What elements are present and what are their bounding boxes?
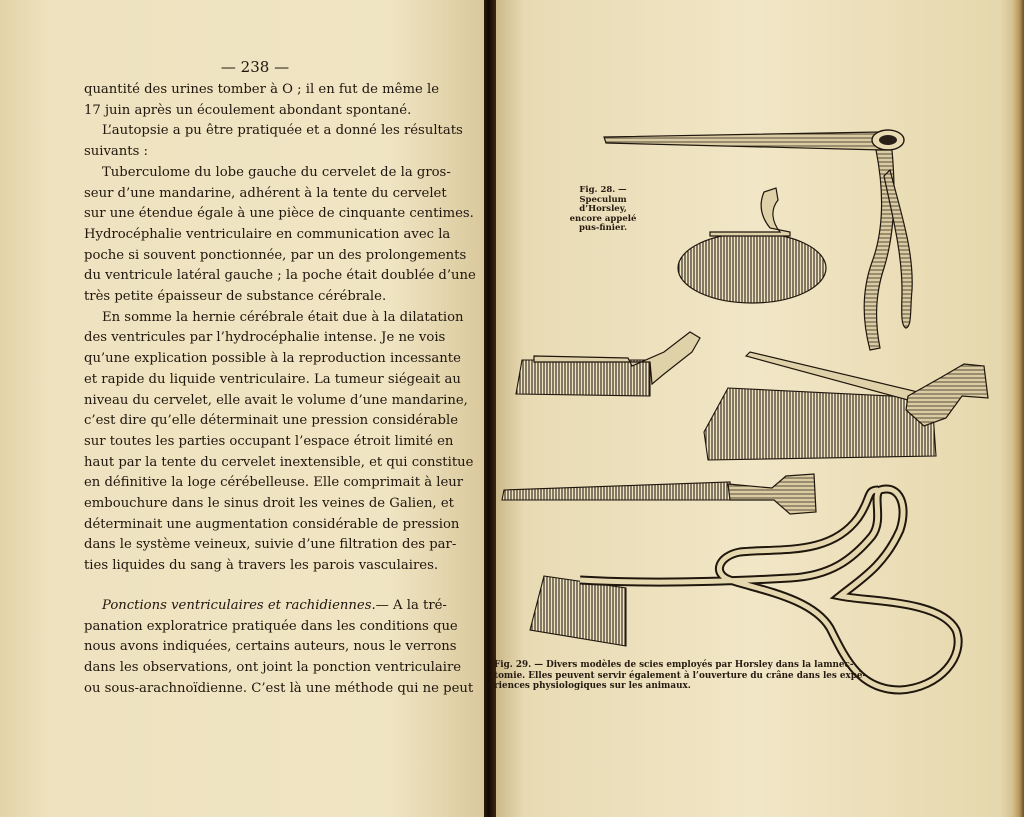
text-line: niveau du cervelet, elle avait le volume d’une mandarine, bbox=[84, 392, 468, 408]
caption-line: pus-finier. bbox=[578, 223, 628, 233]
illustrations bbox=[494, 0, 1012, 817]
page-edge bbox=[1012, 0, 1024, 817]
text-line: des ventricules par l’hydrocéphalie intense. Je ne vois bbox=[84, 330, 446, 346]
caption-line: riences physiologiques sur les animaux. bbox=[494, 681, 691, 691]
text-line: suivants : bbox=[84, 144, 148, 160]
text-line: embouchure dans le sinus droit les veines de Galien, et bbox=[84, 496, 454, 512]
figure-29-caption bbox=[494, 660, 924, 692]
text-line: haut par la tente du cervelet inextensible, et qui constitue bbox=[84, 454, 474, 470]
text-line: ou sous-arachnoïdienne. C’est là une méthode qui ne peut bbox=[84, 680, 474, 696]
text-line: en définitive la loge cérébelleuse. Elle comprimait à leur bbox=[84, 475, 464, 491]
caption-line: tomie. Elles peuvent servir également à l’ouverture du crâne dans les expé- bbox=[494, 670, 867, 681]
caption-line: d’Horsley, bbox=[579, 204, 627, 214]
text-line: nous avons indiquées, certains auteurs, nous le verrons bbox=[84, 639, 457, 655]
text-line: panation exploratrice pratiquée dans les conditions que bbox=[84, 618, 458, 634]
text-line: 17 juin après un écoulement abondant spontané. bbox=[84, 102, 412, 118]
section-first-line bbox=[84, 596, 447, 617]
caption-line: Fig. 28. — Speculum bbox=[579, 185, 627, 205]
text-line: L’autopsie a pu être pratiquée et a donné les résultats bbox=[102, 123, 463, 139]
text-line: seur d’une mandarine, adhérent à la tente du cervelet bbox=[84, 185, 447, 201]
text-line: du ventricule latéral gauche ; la poche était doublée d’une bbox=[84, 268, 476, 284]
caption-line: encore appelé bbox=[569, 213, 637, 224]
text-line: et rapide du liquide ventriculaire. La tumeur siégeait au bbox=[84, 371, 461, 387]
text-line: déterminait une augmentation considérable de pression bbox=[84, 516, 460, 532]
text-line: qu’une explication possible à la reproduction incessante bbox=[84, 351, 461, 367]
section-heading-rest: — A la tré- bbox=[375, 597, 447, 613]
text-line: Tuberculome du lobe gauche du cervelet de la gros- bbox=[102, 164, 451, 180]
page-number: — 238 — bbox=[220, 58, 290, 76]
section-heading: Ponctions ventriculaires et rachidiennes. bbox=[102, 597, 376, 613]
text-line: En somme la hernie cérébrale était due à la dilatation bbox=[102, 309, 464, 325]
text-line: dans les observations, ont joint la ponction ventriculaire bbox=[84, 659, 462, 675]
text-line: poche si souvent ponctionnée, par un des prolongements bbox=[84, 247, 467, 263]
body-text bbox=[84, 80, 476, 699]
figure-28-caption bbox=[562, 186, 644, 234]
text-line: dans le système veineux, suivie d’une filtration des par- bbox=[84, 537, 457, 553]
text-line: sur une étendue égale à une pièce de cinquante centimes. bbox=[84, 206, 474, 222]
saw-oval-illustration bbox=[678, 188, 826, 303]
saw-narrow-illustration bbox=[502, 474, 816, 514]
saw-small-illustration bbox=[516, 332, 700, 396]
saw-large-illustration bbox=[704, 352, 988, 460]
caption-line: Fig. 29. — Divers modèles de scies employés par Horsley dans la lamnec- bbox=[494, 660, 854, 670]
text-line: c’est dire qu’elle déterminait une pression considérable bbox=[84, 413, 458, 429]
text-line: très petite épaisseur de substance cérébrale. bbox=[84, 289, 387, 305]
text-line: quantité des urines tomber à O ; il en fut de même le bbox=[84, 82, 440, 97]
text-line: sur toutes les parties occupant l’espace étroit limité en bbox=[84, 433, 454, 449]
text-line: Hydrocéphalie ventriculaire en communication avec la bbox=[84, 226, 451, 242]
text-line: ties liquides du sang à travers les parois vasculaires. bbox=[84, 558, 439, 574]
